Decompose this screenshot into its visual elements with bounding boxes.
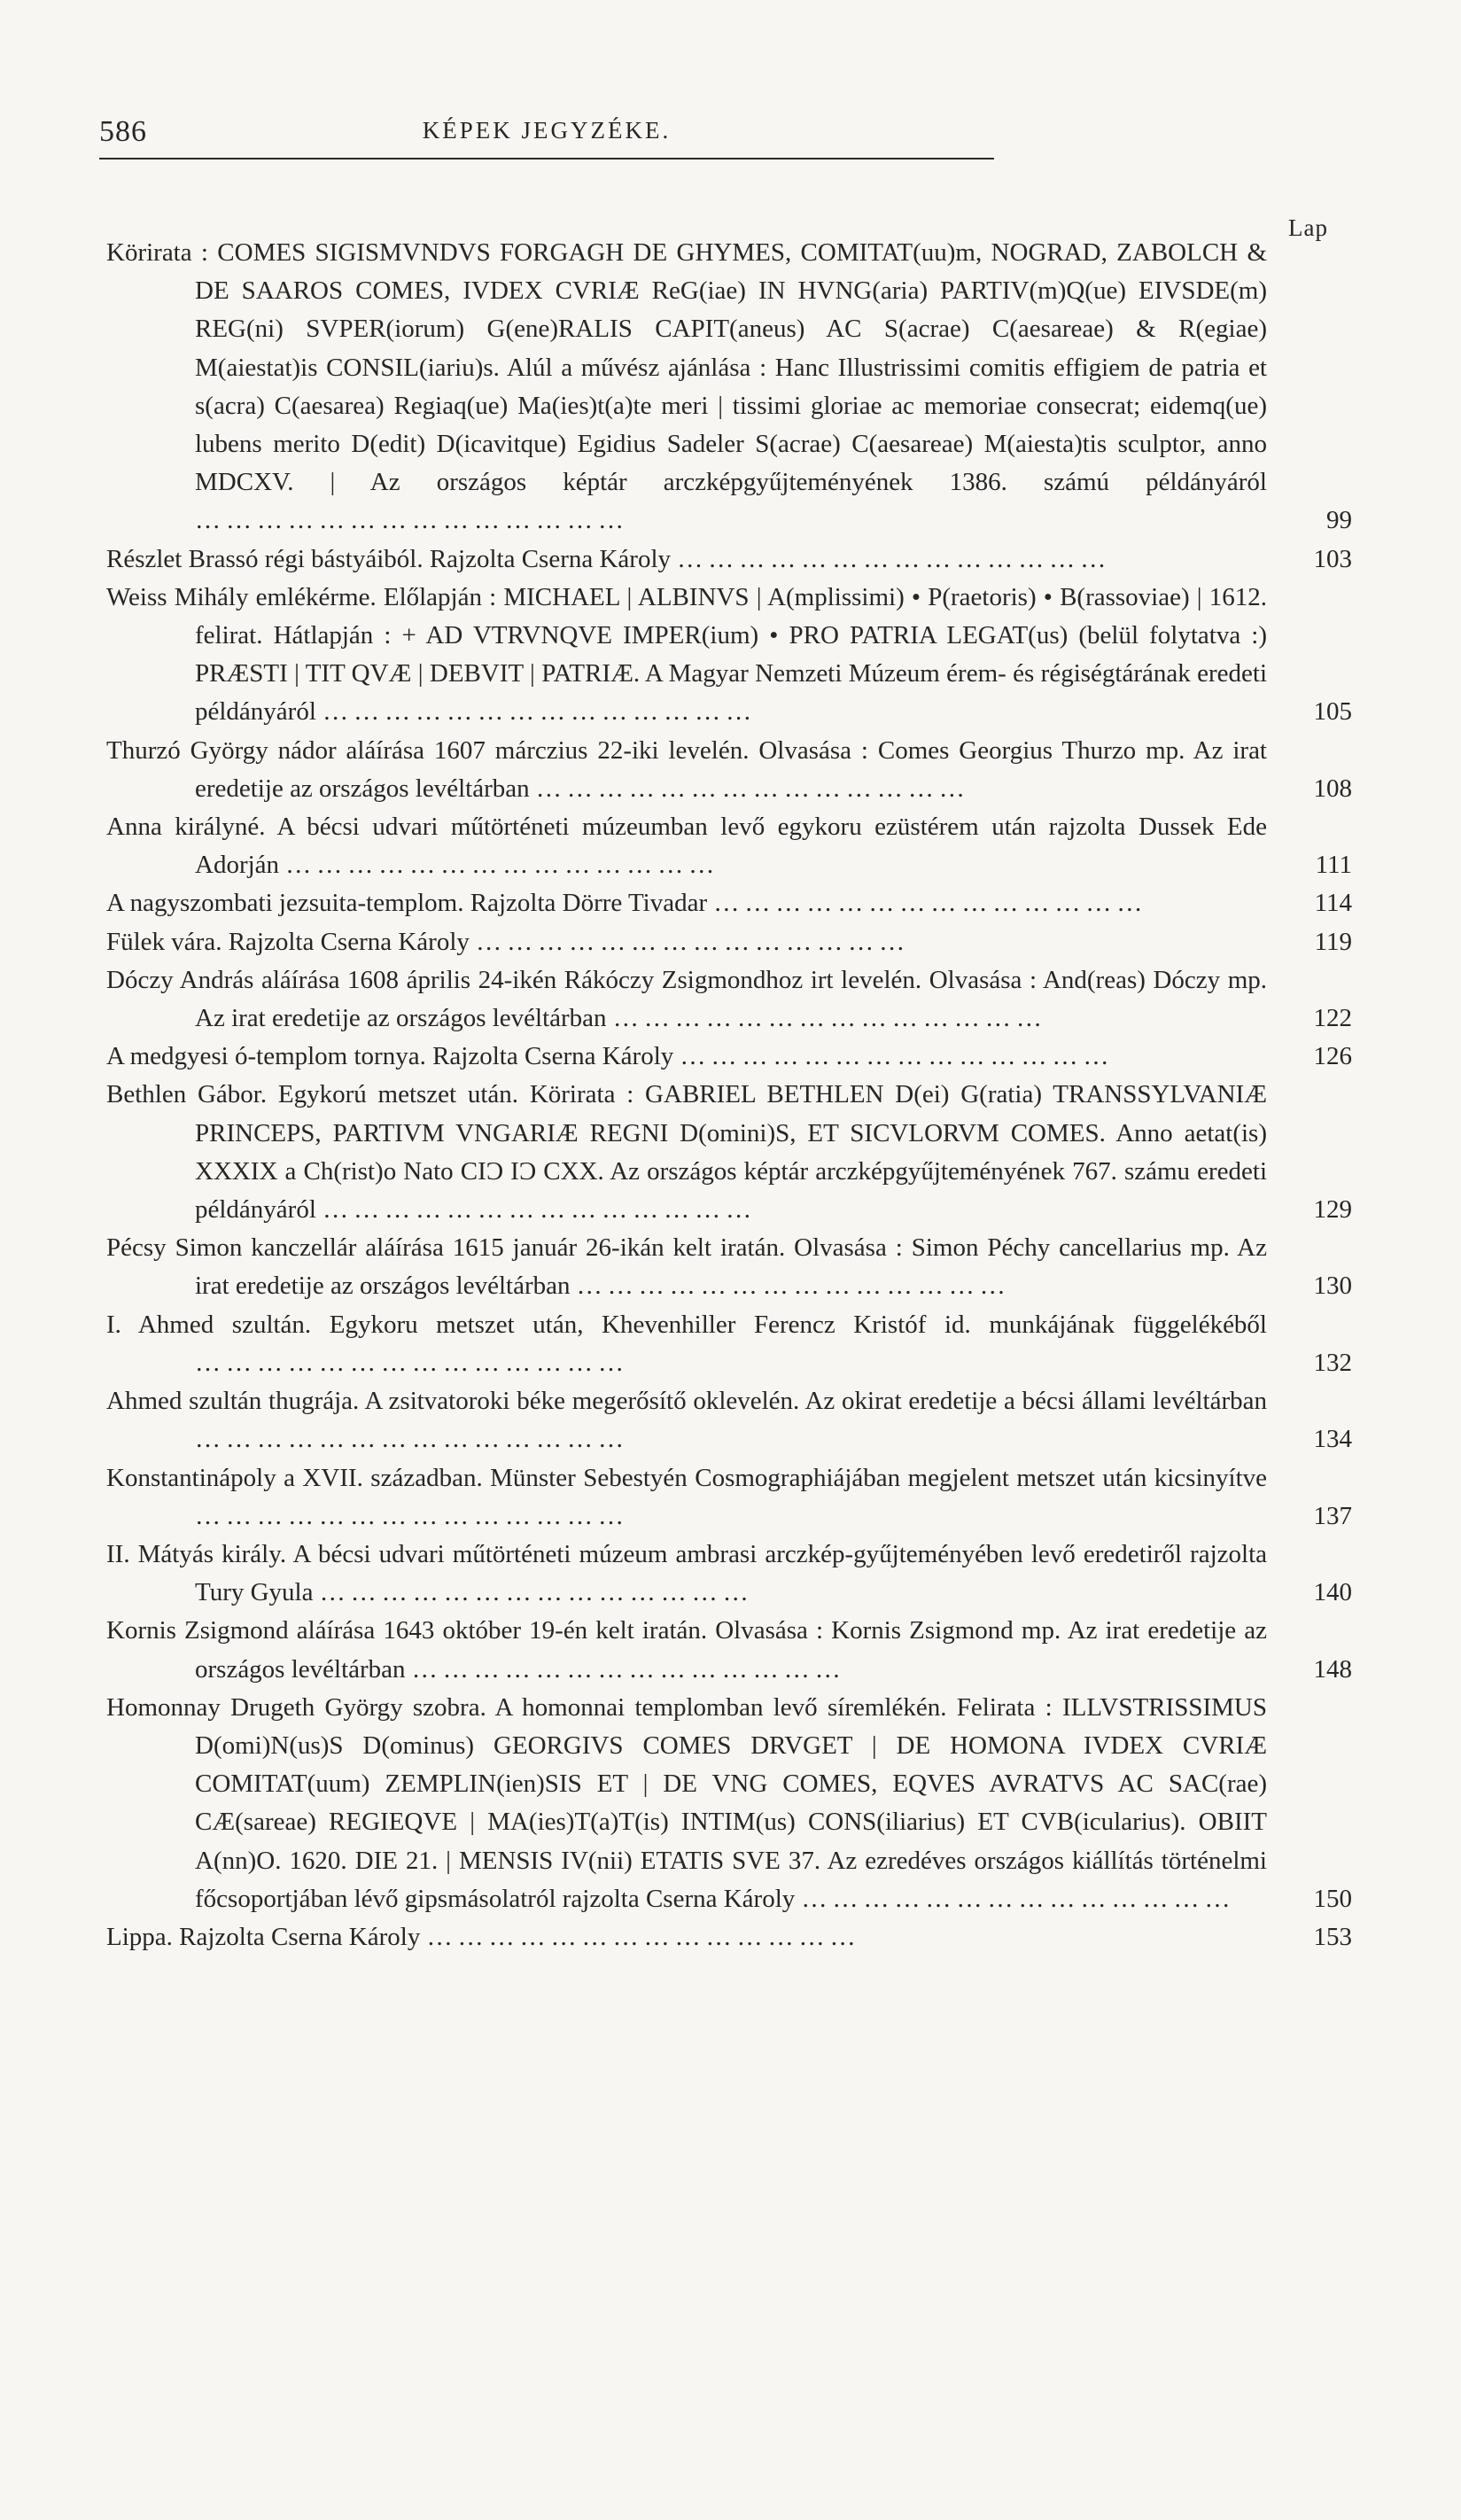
list-entry bbox=[106, 923, 1364, 961]
entry-page-number: 126 bbox=[1313, 1042, 1352, 1071]
entry-description: Bethlen Gábor. Egykorú metszet után. Körirata : GABRIEL BETHLEN D(ei) G(ratia) TRANSSYLVANIÆ PRINCEPS, PARTIVM VNGARIÆ REGNI D(omini)S, ET SICVLORVM COMES. Anno aetat(is) XXXIX a Ch(rist)o Nato CIƆ IƆ CXX. Az országos képtár arczképgyűjteményének 767. számu eredeti példányáról …………………………………… bbox=[106, 1080, 1267, 1225]
entry-page-number: 129 bbox=[1313, 1195, 1352, 1225]
entry-description: Lippa. Rajzolta Cserna Károly …………………………………… bbox=[106, 1922, 861, 1951]
list-entry bbox=[106, 1076, 1364, 1229]
entry-description: Dóczy András aláírása 1608 április 24-ikén Rákóczy Zsigmondhoz irt levelén. Olvasása : And(reas) Dóczy mp. Az irat eredetije az országos levéltárban …………………………………… bbox=[106, 965, 1267, 1033]
entry-description: Pécsy Simon kanczellár aláírása 1615 január 26-ikán kelt iratán. Olvasása : Simon Péchy cancellarius mp. Az irat eredetije az országos levéltárban …………………………………… bbox=[106, 1233, 1267, 1301]
list-entry bbox=[106, 1306, 1364, 1382]
entry-page-number: 134 bbox=[1313, 1425, 1352, 1454]
list-entry bbox=[106, 1918, 1364, 1956]
entry-description: II. Mátyás király. A bécsi udvari műtörténeti múzeum ambrasi arczkép-gyűjteményében levő eredetiről rajzolta Tury Gyula …………………………………… bbox=[106, 1539, 1267, 1607]
entry-description: Thurzó György nádor aláírása 1607 márczius 22-iki levelén. Olvasása : Comes Georgius Thurzo mp. Az irat eredetije az országos levéltárban …………………………………… bbox=[106, 735, 1267, 803]
entry-description: Kornis Zsigmond aláírása 1643 október 19-én kelt iratán. Olvasása : Kornis Zsigmond mp. Az irat eredetije az országos levéltárban …………………………………… bbox=[106, 1616, 1267, 1684]
entry-description: Fülek vára. Rajzolta Cserna Károly …………………………………… bbox=[106, 927, 911, 956]
list-entry bbox=[106, 579, 1364, 732]
entry-description: Körirata : COMES SIGISMVNDVS FORGAGH DE GHYMES, COMITAT(uu)m, NOGRAD, ZABOLCH & DE SAAROS COMES, IVDEX CVRIÆ ReG(iae) IN HVNG(aria) PARTIV(m)Q(ue) EIVSDE(m) REG(ni) SVPER(iorum) G(ene)RALIS CAPIT(aneus) AC S(acrae) C(aesareae) & R(egiae) M(aiestat)is CONSIL(iariu)s. Alúl a művész ajánlása : Hanc Illustrissimi comitis effigiem de patria et s(acra) C(aesarea) Regiaq(ue) Ma(ies)t(a)te meri | tissimi gloriae ac memoriae consecrat; eidemq(ue) lubens merito D(edit) D(icavitque) Egidius Sadeler S(acrae) C(aesareae) M(aiesta)tis sculptor, anno MDCXV. | Az országos képtár arczképgyűjteményének 1386. számú példányáról …………………………………… bbox=[106, 238, 1267, 535]
page-header bbox=[99, 105, 994, 159]
entry-page-number: 150 bbox=[1313, 1884, 1352, 1913]
entry-page-number: 99 bbox=[1326, 506, 1352, 535]
list-entry bbox=[106, 961, 1364, 1038]
list-entry bbox=[106, 1536, 1364, 1612]
list-entry bbox=[106, 1689, 1364, 1918]
list-entry bbox=[106, 1229, 1364, 1305]
list-entry bbox=[106, 234, 1364, 541]
page-column-header: Lap bbox=[1288, 214, 1328, 241]
entry-page-number: 148 bbox=[1313, 1654, 1352, 1684]
entry-page-number: 137 bbox=[1313, 1501, 1352, 1530]
entry-page-number: 103 bbox=[1313, 544, 1352, 573]
entry-description: Részlet Brassó régi bástyáiból. Rajzolta Cserna Károly …………………………………… bbox=[106, 544, 1112, 573]
entry-description: A nagyszombati jezsuita-templom. Rajzolta Dörre Tivadar …………………………………… bbox=[106, 889, 1148, 918]
entry-description: Ahmed szultán thugrája. A zsitvatoroki béke megerősítő oklevelén. Az okirat eredetije a bécsi állami levéltárban …………………………………… bbox=[106, 1387, 1267, 1454]
entry-description: Homonnay Drugeth György szobra. A homonnai templomban levő síremlékén. Felirata : ILLVSTRISSIMUS D(omi)N(us)S D(ominus) GEORGIVS COMES DRVGET | DE HOMONA IVDEX CVRIÆ COMITAT(uum) ZEMPLIN(ien)SIS ET | DE VNG COMES, EQVES AVRATVS AC SAC(rae) CÆ(sareae) REGIEQVE | MA(ies)T(a)T(is) INTIM(us) CONS(iliarius) ET CVB(icularius). OBIIT A(nn)O. 1620. DIE 21. | MENSIS IV(nii) ETATIS SVE 37. Az ezredéves országos kiállítás történelmi főcsoportjában lévő gipsmásolatról rajzolta Cserna Károly …………………………………… bbox=[106, 1692, 1267, 1913]
entry-page-number: 108 bbox=[1313, 774, 1352, 803]
entry-page-number: 140 bbox=[1313, 1578, 1352, 1607]
entry-page-number: 114 bbox=[1314, 889, 1352, 918]
illustration-list bbox=[106, 234, 1364, 1956]
entry-description: Anna királyné. A bécsi udvari műtörténeti múzeumban levő egykoru ezüstérem után rajzolta Dussek Ede Adorján …………………………………… bbox=[106, 813, 1267, 880]
entry-description: Weiss Mihály emlékérme. Előlapján : MICHAEL | ALBINVS | A(mplissimi) • P(raetoris) • B(rassoviae) | 1612. felirat. Hátlapján : + AD VTRVNQVE IMPER(ium) • PRO PATRIA LEGAT(us) (belül folytatva :) PRÆSTI | TIT QVÆ | DEBVIT | PATRIÆ. A Magyar Nemzeti Múzeum érem- és régiségtárának eredeti példányáról …………………………………… bbox=[106, 582, 1267, 727]
list-entry bbox=[106, 732, 1364, 808]
entry-description: A medgyesi ó-templom tornya. Rajzolta Cserna Károly …………………………………… bbox=[106, 1042, 1115, 1071]
page-number: 586 bbox=[99, 115, 147, 148]
list-entry bbox=[106, 1382, 1364, 1458]
entry-page-number: 130 bbox=[1313, 1272, 1352, 1301]
entry-description: I. Ahmed szultán. Egykoru metszet után, Khevenhiller Ferencz Kristóf id. munkájának függelékéből …………………………………… bbox=[106, 1310, 1267, 1377]
entry-page-number: 105 bbox=[1313, 697, 1352, 727]
entry-page-number: 153 bbox=[1313, 1922, 1352, 1951]
entry-page-number: 111 bbox=[1315, 851, 1352, 880]
list-entry bbox=[106, 808, 1364, 884]
entry-description: Konstantinápoly a XVII. században. Münster Sebestyén Cosmographiájában megjelent metszet után kicsinyítve …………………………………… bbox=[106, 1463, 1267, 1530]
entry-page-number: 132 bbox=[1313, 1348, 1352, 1377]
list-entry bbox=[106, 541, 1364, 579]
list-entry bbox=[106, 884, 1364, 922]
list-entry bbox=[106, 1038, 1364, 1076]
entry-page-number: 122 bbox=[1313, 1004, 1352, 1033]
list-entry bbox=[106, 1612, 1364, 1688]
list-entry bbox=[106, 1459, 1364, 1536]
running-title: KÉPEK JEGYZÉKE. bbox=[422, 117, 672, 144]
entry-page-number: 119 bbox=[1314, 927, 1352, 956]
